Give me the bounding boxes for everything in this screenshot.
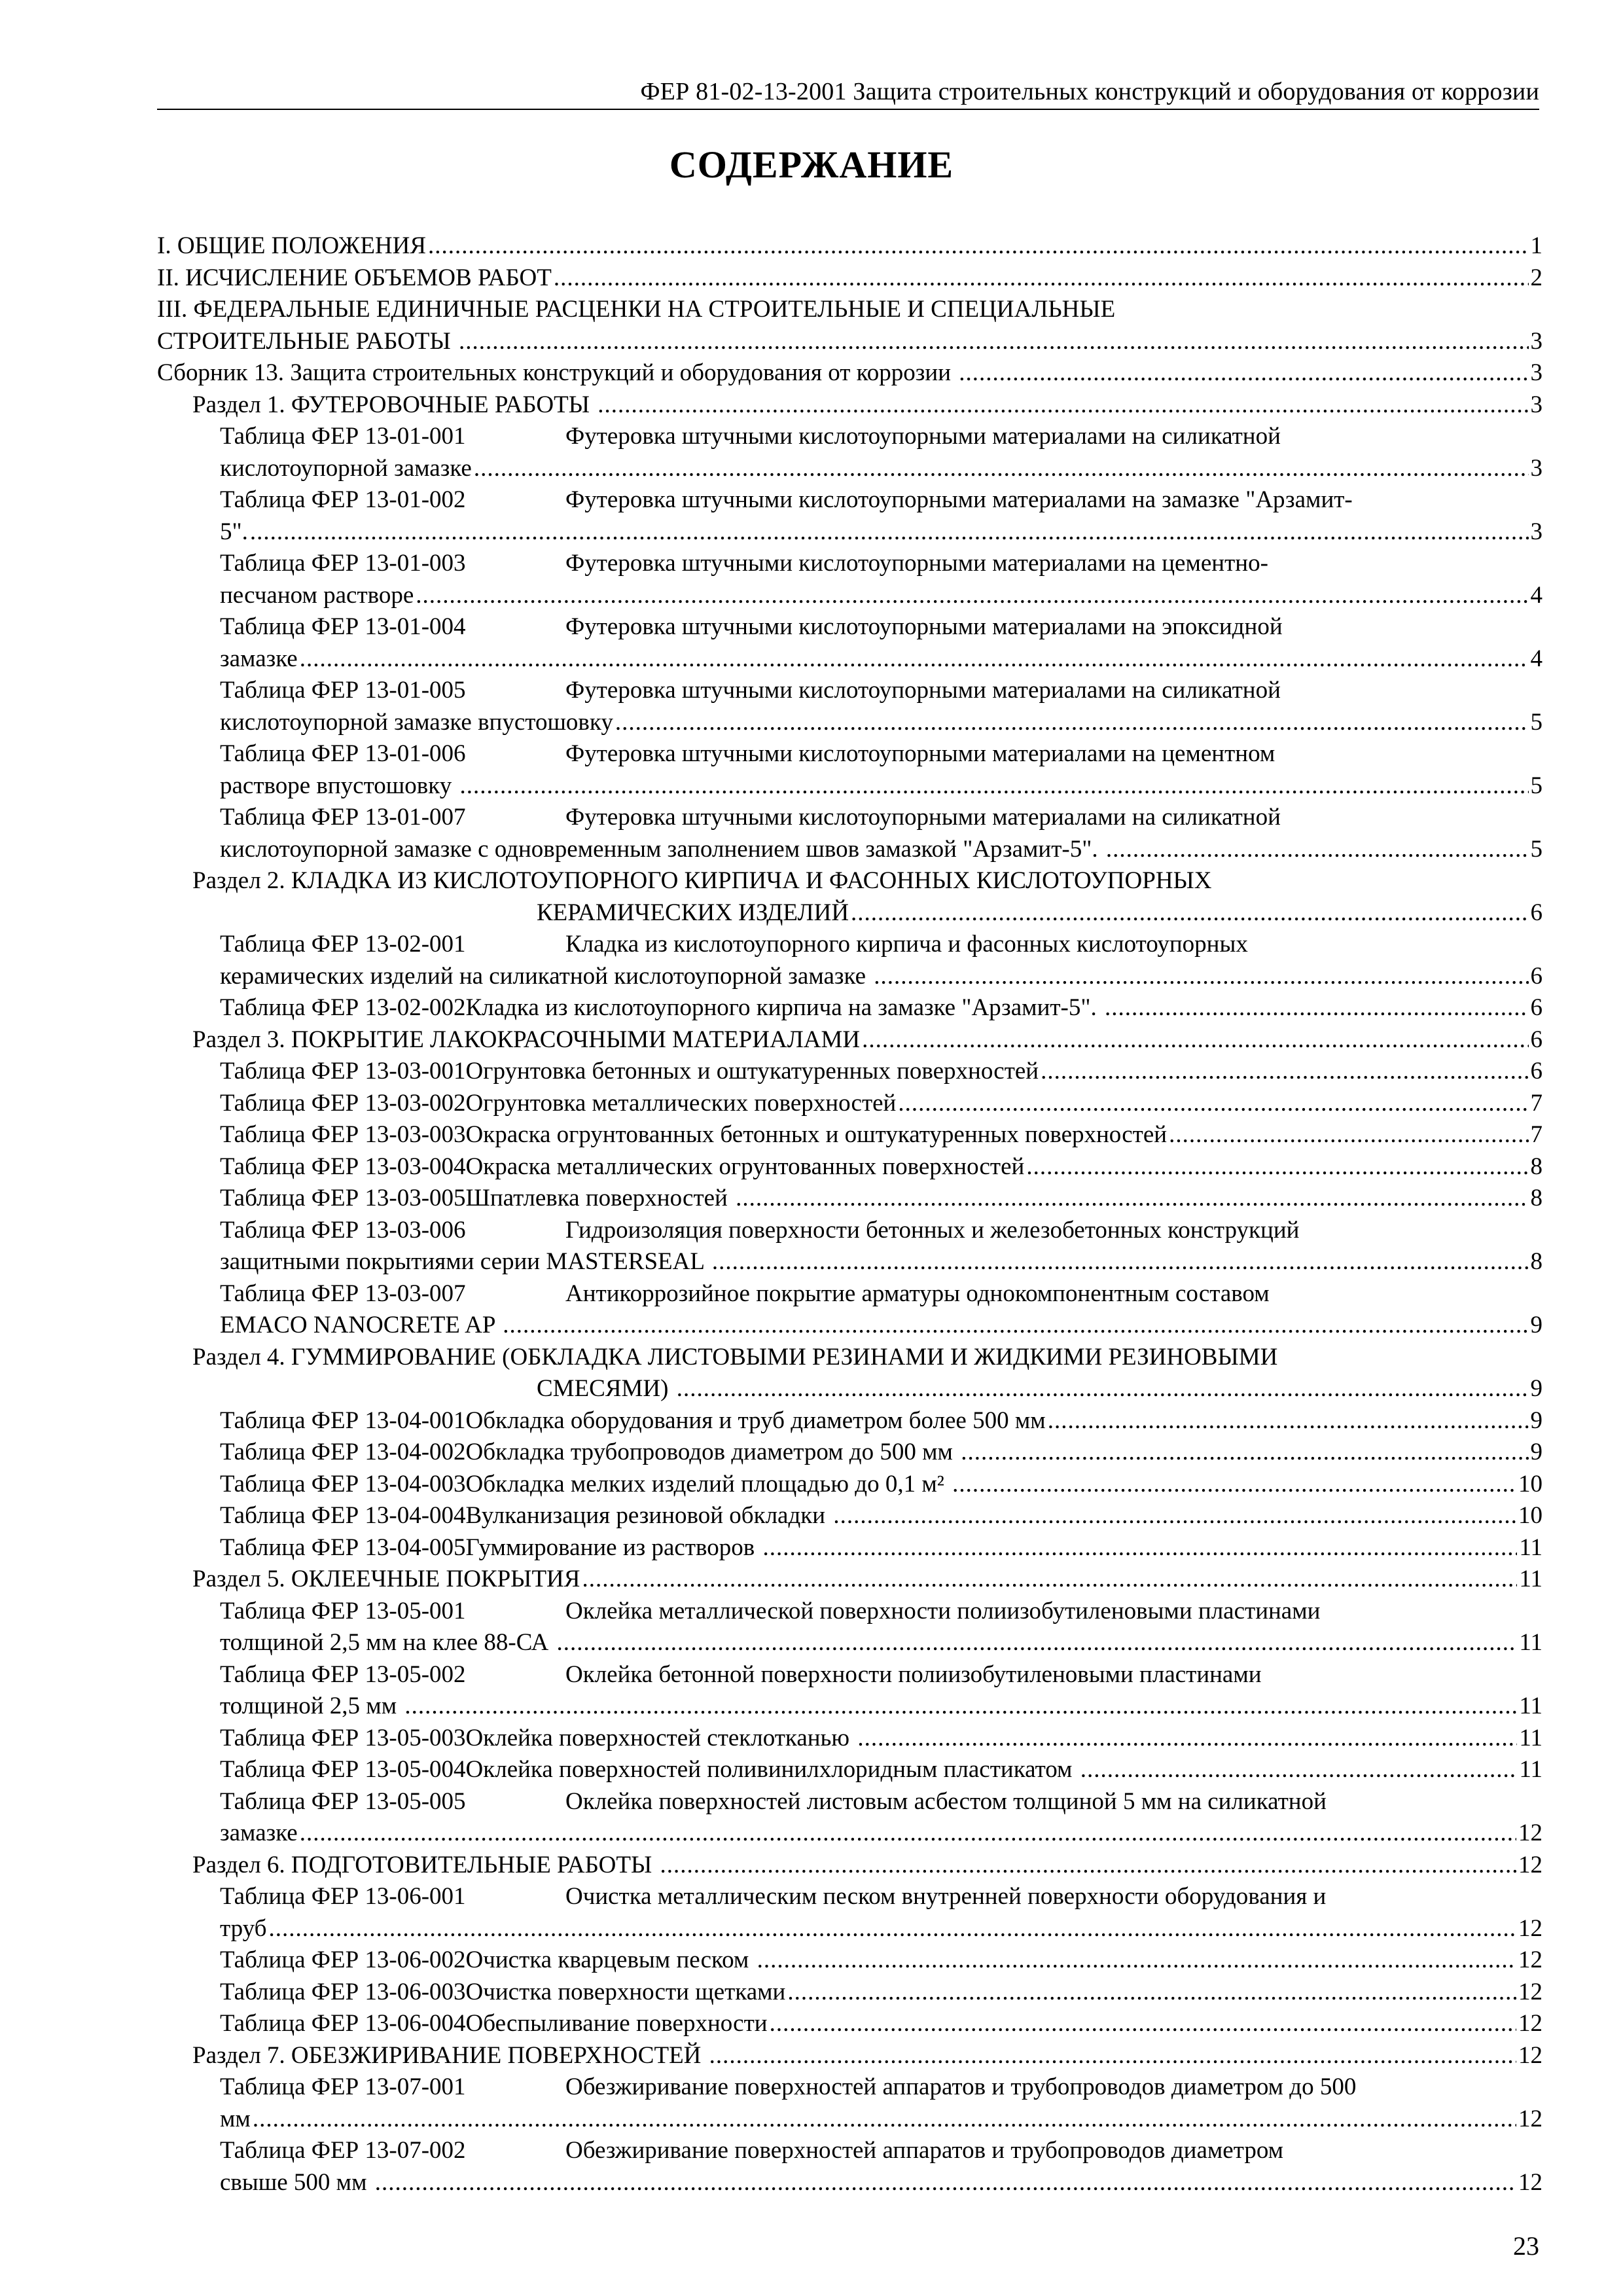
toc-entry-title: Футеровка штучными кислотоупорными материалами на цементно- bbox=[565, 550, 1268, 577]
toc-page-number: 5 bbox=[1530, 772, 1543, 799]
toc-page-number: 9 bbox=[1530, 1407, 1543, 1434]
toc-entry-title: Раздел 3. ПОКРЫТИЕ ЛАКОКРАСОЧНЫМИ МАТЕРИАЛАМИ bbox=[192, 1026, 861, 1053]
toc-entry[interactable] bbox=[157, 865, 1543, 929]
toc-entry-title: Обезжиривание поверхностей аппаратов и трубопроводов диаметром bbox=[565, 2137, 1284, 2164]
toc-entry-title: свыше 500 мм bbox=[220, 2168, 373, 2196]
toc-entry-title: СТРОИТЕЛЬНЫЕ РАБОТЫ bbox=[157, 327, 457, 355]
toc-dot-leader bbox=[898, 1088, 1528, 1120]
toc-entry-title: Раздел 1. ФУТЕРОВОЧНЫЕ РАБОТЫ bbox=[192, 391, 596, 418]
table-of-contents bbox=[157, 230, 1543, 2198]
toc-entry[interactable] bbox=[157, 929, 1543, 992]
toc-table-code: Таблица ФЕР 13-05-003 bbox=[220, 1724, 466, 1751]
toc-table-code: Таблица ФЕР 13-06-004 bbox=[220, 2010, 466, 2037]
toc-dot-leader bbox=[770, 2008, 1516, 2040]
toc-entry-title: Вулканизация резиновой обкладки bbox=[465, 1502, 832, 1529]
toc-page-number: 6 bbox=[1530, 899, 1543, 926]
toc-page-number: 6 bbox=[1530, 994, 1543, 1021]
toc-page-number: 12 bbox=[1518, 2041, 1543, 2069]
toc-entry[interactable] bbox=[157, 1342, 1543, 1405]
toc-dot-leader bbox=[1106, 834, 1529, 866]
running-header: ФЕР 81-02-13-2001 Защита строительных конструкций и оборудования от коррозии bbox=[640, 78, 1539, 105]
toc-entry-title: EMACO NANOCRETE AP bbox=[220, 1312, 501, 1338]
toc-entry[interactable] bbox=[157, 1532, 1543, 1564]
toc-dot-leader bbox=[597, 389, 1528, 422]
toc-table-code: Таблица ФЕР 13-01-002 bbox=[220, 486, 466, 513]
toc-page-number: 11 bbox=[1519, 1693, 1543, 1719]
toc-entry-title: Гуммирование из растворов bbox=[465, 1534, 761, 1561]
toc-table-code: Таблица ФЕР 13-04-004 bbox=[220, 1502, 466, 1529]
toc-dot-leader bbox=[757, 1945, 1516, 1977]
toc-entry[interactable] bbox=[157, 1119, 1543, 1151]
toc-table-code: Таблица ФЕР 13-06-001 bbox=[220, 1883, 466, 1910]
toc-dot-leader bbox=[268, 1913, 1516, 1945]
header-rule bbox=[157, 109, 1539, 110]
toc-entry[interactable] bbox=[157, 2135, 1543, 2198]
toc-page-number: 8 bbox=[1530, 1153, 1543, 1180]
toc-page-number: 12 bbox=[1518, 1978, 1543, 2005]
toc-entry[interactable] bbox=[157, 1151, 1543, 1183]
toc-entry[interactable] bbox=[157, 1850, 1543, 1882]
toc-table-code: Таблица ФЕР 13-06-002 bbox=[220, 1946, 466, 1973]
toc-table-code: Таблица ФЕР 13-01-004 bbox=[220, 613, 466, 640]
toc-entry-title: труб bbox=[220, 1914, 267, 1942]
toc-page-number: 2 bbox=[1530, 264, 1543, 291]
toc-entry-title: Раздел 4. ГУММИРОВАНИЕ (ОБКЛАДКА ЛИСТОВЫМИ РЕЗИНАМИ И ЖИДКИМИ РЕЗИНОВЫМИ bbox=[192, 1343, 1278, 1371]
toc-page-number: 12 bbox=[1518, 1914, 1543, 1942]
toc-table-code: Таблица ФЕР 13-01-005 bbox=[220, 677, 466, 704]
toc-page-number: 6 bbox=[1530, 1058, 1543, 1085]
toc-table-code: Таблица ФЕР 13-07-001 bbox=[220, 2073, 466, 2100]
toc-entry[interactable] bbox=[157, 1500, 1543, 1532]
toc-entry[interactable] bbox=[157, 1723, 1543, 1755]
toc-table-code: Таблица ФЕР 13-03-003 bbox=[220, 1121, 466, 1148]
toc-entry-title: Раздел 2. КЛАДКА ИЗ КИСЛОТОУПОРНОГО КИРПИЧА И ФАСОННЫХ КИСЛОТОУПОРНЫХ bbox=[192, 867, 1212, 894]
toc-table-code: Таблица ФЕР 13-03-007 bbox=[220, 1280, 466, 1307]
toc-page-number: 5 bbox=[1530, 835, 1543, 863]
toc-entry-title: кислотоупорной замазке с одновременным заполнением швов замазкой "Арзамит-5". bbox=[220, 835, 1104, 863]
toc-entry-title: Оклейка бетонной поверхности полиизобутиленовыми пластинами bbox=[565, 1660, 1262, 1688]
toc-entry-title: Футеровка штучными кислотоупорными материалами на эпоксидной bbox=[565, 613, 1283, 640]
toc-entry-title: КЕРАМИЧЕСКИХ ИЗДЕЛИЙ bbox=[537, 899, 849, 926]
toc-page-number: 9 bbox=[1530, 1312, 1543, 1338]
toc-entry-title: Оклейка поверхностей листовым асбестом толщиной 5 мм на силикатной bbox=[565, 1787, 1327, 1815]
toc-table-code: Таблица ФЕР 13-03-001 bbox=[220, 1058, 466, 1085]
toc-page-number: 11 bbox=[1519, 1629, 1543, 1656]
toc-entry-title: Футеровка штучными кислотоупорными материалами на силикатной bbox=[565, 804, 1281, 831]
toc-entry-title: мм bbox=[220, 2105, 251, 2132]
toc-table-code: Таблица ФЕР 13-02-002 bbox=[220, 994, 466, 1021]
toc-entry-title: Очистка кварцевым песком bbox=[465, 1946, 755, 1973]
toc-dot-leader bbox=[959, 357, 1528, 389]
toc-entry-title: III. ФЕДЕРАЛЬНЫЕ ЕДИНИЧНЫЕ РАСЦЕНКИ НА СТРОИТЕЛЬНЫЕ И СПЕЦИАЛЬНЫЕ bbox=[157, 296, 1116, 323]
toc-entry-title: Раздел 7. ОБЕЗЖИРИВАНИЕ ПОВЕРХНОСТЕЙ bbox=[192, 2041, 707, 2069]
toc-entry-title: Обкладка трубопроводов диаметром до 500 мм bbox=[465, 1439, 959, 1465]
toc-entry[interactable] bbox=[157, 738, 1543, 802]
toc-table-code: Таблица ФЕР 13-04-001 bbox=[220, 1407, 466, 1434]
toc-dot-leader bbox=[459, 326, 1528, 358]
toc-dot-leader bbox=[862, 1024, 1528, 1056]
toc-page-number: 4 bbox=[1530, 645, 1543, 672]
toc-dot-leader bbox=[874, 961, 1528, 993]
toc-dot-leader bbox=[375, 2167, 1516, 2199]
toc-page-number: 3 bbox=[1530, 518, 1543, 545]
toc-page-number: 11 bbox=[1519, 1724, 1543, 1751]
toc-entry-title: Огрунтовка бетонных и оштукатуренных поверхностей bbox=[465, 1058, 1039, 1085]
toc-dot-leader bbox=[787, 1977, 1516, 2009]
toc-dot-leader bbox=[250, 516, 1529, 548]
toc-table-code: Таблица ФЕР 13-05-004 bbox=[220, 1756, 466, 1783]
toc-entry[interactable] bbox=[157, 1786, 1543, 1850]
toc-entry[interactable] bbox=[157, 2008, 1543, 2040]
toc-page-number: 12 bbox=[1518, 1851, 1543, 1878]
toc-dot-leader bbox=[851, 897, 1528, 929]
toc-dot-leader bbox=[253, 2104, 1516, 2136]
toc-entry[interactable] bbox=[157, 1405, 1543, 1437]
toc-entry-title: Огрунтовка металлических поверхностей bbox=[465, 1089, 897, 1117]
toc-entry[interactable] bbox=[157, 389, 1543, 422]
toc-table-code: Таблица ФЕР 13-04-005 bbox=[220, 1534, 466, 1561]
toc-entry-title: Окраска металлических огрунтованных поверхностей bbox=[465, 1153, 1025, 1180]
toc-entry-title: Кладка из кислотоупорного кирпича на замазке "Арзамит-5". bbox=[465, 994, 1103, 1021]
toc-page-number: 11 bbox=[1519, 1534, 1543, 1561]
toc-entry-title: Раздел 5. ОКЛЕЕЧНЫЕ ПОКРЫТИЯ bbox=[192, 1566, 580, 1592]
toc-entry[interactable] bbox=[157, 2072, 1543, 2135]
toc-entry-title: керамических изделий на силикатной кислотоупорной замазке bbox=[220, 962, 872, 990]
toc-entry[interactable] bbox=[157, 294, 1543, 357]
page-number: 23 bbox=[1513, 2231, 1539, 2261]
toc-entry[interactable] bbox=[157, 1088, 1543, 1120]
toc-entry-title: Антикоррозийное покрытие арматуры однокомпонентным составом bbox=[565, 1280, 1270, 1307]
toc-dot-leader bbox=[1105, 992, 1529, 1024]
toc-table-code: Таблица ФЕР 13-07-002 bbox=[220, 2137, 466, 2164]
toc-entry[interactable] bbox=[157, 548, 1543, 611]
toc-dot-leader bbox=[404, 1691, 1517, 1723]
toc-page-number: 5 bbox=[1530, 708, 1543, 736]
toc-page-number: 4 bbox=[1530, 581, 1543, 609]
toc-dot-leader bbox=[952, 1469, 1516, 1501]
toc-entry-title: кислотоупорной замазке bbox=[220, 454, 472, 482]
toc-page-number: 9 bbox=[1530, 1375, 1543, 1402]
toc-page-number: 11 bbox=[1519, 1566, 1543, 1592]
toc-page-number: 9 bbox=[1530, 1439, 1543, 1465]
toc-dot-leader bbox=[557, 1627, 1518, 1659]
toc-entry[interactable] bbox=[157, 675, 1543, 738]
toc-dot-leader bbox=[709, 2040, 1516, 2072]
toc-entry[interactable] bbox=[157, 1437, 1543, 1469]
toc-table-code: Таблица ФЕР 13-03-005 bbox=[220, 1185, 466, 1211]
toc-entry-title: Футеровка штучными кислотоупорными материалами на замазке "Арзамит- bbox=[565, 486, 1353, 513]
toc-entry[interactable] bbox=[157, 1881, 1543, 1945]
toc-table-code: Таблица ФЕР 13-05-001 bbox=[220, 1597, 466, 1624]
toc-dot-leader bbox=[1080, 1754, 1518, 1786]
toc-page-number: 3 bbox=[1530, 391, 1543, 418]
toc-entry-title: Оклейка поверхностей стеклотканью bbox=[465, 1724, 856, 1751]
toc-dot-leader bbox=[833, 1500, 1516, 1532]
toc-entry[interactable] bbox=[157, 230, 1543, 262]
toc-entry[interactable] bbox=[157, 484, 1543, 548]
toc-table-code: Таблица ФЕР 13-06-003 bbox=[220, 1978, 466, 2005]
toc-entry-title: СМЕСЯМИ) bbox=[537, 1375, 675, 1402]
toc-page-number: 3 bbox=[1530, 454, 1543, 482]
toc-entry-title: Окраска огрунтованных бетонных и оштукатуренных поверхностей bbox=[465, 1121, 1168, 1148]
toc-entry-title: Футеровка штучными кислотоупорными материалами на силикатной bbox=[565, 677, 1281, 704]
toc-entry[interactable] bbox=[157, 262, 1543, 295]
toc-entry-title: кислотоупорной замазке впустошовку bbox=[220, 708, 613, 736]
toc-table-code: Таблица ФЕР 13-04-003 bbox=[220, 1470, 466, 1498]
toc-entry-title: Кладка из кислотоупорного кирпича и фасонных кислотоупорных bbox=[565, 931, 1248, 958]
toc-entry-title: Обеспыливание поверхности bbox=[465, 2010, 768, 2037]
toc-entry-title: Шпатлевка поверхностей bbox=[465, 1185, 734, 1211]
toc-table-code: Таблица ФЕР 13-01-001 bbox=[220, 423, 466, 450]
toc-dot-leader bbox=[474, 453, 1529, 485]
toc-entry[interactable] bbox=[157, 1024, 1543, 1056]
toc-page-number: 12 bbox=[1518, 1946, 1543, 1973]
toc-dot-leader bbox=[762, 1532, 1517, 1564]
toc-entry-title: I. ОБЩИЕ ПОЛОЖЕНИЯ bbox=[157, 232, 427, 259]
toc-entry[interactable] bbox=[157, 611, 1543, 675]
toc-entry-title: Обкладка мелких изделий площадью до 0,1 м² bbox=[465, 1470, 951, 1498]
toc-dot-leader bbox=[677, 1373, 1529, 1405]
toc-dot-leader bbox=[428, 230, 1528, 262]
toc-dot-leader bbox=[660, 1850, 1516, 1882]
toc-entry[interactable] bbox=[157, 1977, 1543, 2009]
toc-table-code: Таблица ФЕР 13-03-006 bbox=[220, 1216, 466, 1244]
toc-dot-leader bbox=[615, 707, 1529, 739]
toc-entry[interactable] bbox=[157, 2040, 1543, 2072]
toc-page-number: 8 bbox=[1530, 1248, 1543, 1275]
toc-entry-title: Очистка металлическим песком внутренней поверхности оборудования и bbox=[565, 1883, 1327, 1910]
toc-entry[interactable] bbox=[157, 1469, 1543, 1501]
toc-page-number: 11 bbox=[1519, 1756, 1543, 1783]
toc-entry-title: II. ИСЧИСЛЕНИЕ ОБЪЕМОВ РАБОТ bbox=[157, 264, 552, 291]
toc-dot-leader bbox=[712, 1246, 1529, 1278]
toc-dot-leader bbox=[582, 1564, 1517, 1596]
toc-entry-title: растворе впустошовку bbox=[220, 772, 458, 799]
toc-entry[interactable] bbox=[157, 1564, 1543, 1596]
toc-entry[interactable] bbox=[157, 802, 1543, 865]
toc-entry-title: Очистка поверхности щетками bbox=[465, 1978, 786, 2005]
toc-page-number: 8 bbox=[1530, 1185, 1543, 1211]
toc-page-number: 10 bbox=[1518, 1470, 1543, 1498]
toc-page-number: 6 bbox=[1530, 1026, 1543, 1053]
toc-table-code: Таблица ФЕР 13-01-007 bbox=[220, 804, 466, 831]
toc-entry-title: толщиной 2,5 мм на клее 88-СА bbox=[220, 1629, 555, 1656]
toc-entry-title: 5". bbox=[220, 518, 248, 545]
toc-dot-leader bbox=[554, 262, 1529, 295]
toc-entry-title: защитными покрытиями серии MASTERSEAL bbox=[220, 1248, 710, 1275]
toc-entry[interactable] bbox=[157, 1056, 1543, 1088]
toc-entry[interactable] bbox=[157, 1278, 1543, 1342]
toc-entry-title: Обкладка оборудования и труб диаметром более 500 мм bbox=[465, 1407, 1046, 1434]
toc-page-number: 7 bbox=[1530, 1121, 1543, 1148]
toc-table-code: Таблица ФЕР 13-01-006 bbox=[220, 740, 466, 767]
toc-entry[interactable] bbox=[157, 1596, 1543, 1659]
toc-dot-leader bbox=[1041, 1056, 1528, 1088]
toc-dot-leader bbox=[1169, 1119, 1528, 1151]
toc-table-code: Таблица ФЕР 13-01-003 bbox=[220, 550, 466, 577]
toc-entry[interactable] bbox=[157, 1215, 1543, 1278]
toc-entry-title: толщиной 2,5 мм bbox=[220, 1693, 403, 1719]
toc-entry-title: замазке bbox=[220, 1820, 298, 1846]
toc-dot-leader bbox=[459, 770, 1528, 802]
toc-dot-leader bbox=[1048, 1405, 1529, 1437]
toc-entry-title: Сборник 13. Защита строительных конструкций и оборудования от коррозии bbox=[157, 359, 957, 386]
toc-page-number: 12 bbox=[1518, 2105, 1543, 2132]
toc-dot-leader bbox=[1026, 1151, 1528, 1183]
toc-entry[interactable] bbox=[157, 1754, 1543, 1786]
toc-dot-leader bbox=[503, 1310, 1528, 1342]
toc-page-number: 10 bbox=[1518, 1502, 1543, 1529]
toc-entry-title: Футеровка штучными кислотоупорными материалами на силикатной bbox=[565, 423, 1281, 450]
toc-page-number: 12 bbox=[1518, 1820, 1543, 1846]
page-title: СОДЕРЖАНИЕ bbox=[669, 143, 954, 186]
toc-table-code: Таблица ФЕР 13-05-005 bbox=[220, 1787, 466, 1815]
toc-entry-title: Обезжиривание поверхностей аппаратов и трубопроводов диаметром до 500 bbox=[565, 2073, 1357, 2100]
toc-dot-leader bbox=[416, 580, 1528, 612]
toc-dot-leader bbox=[961, 1437, 1528, 1469]
toc-entry-title: Раздел 6. ПОДГОТОВИТЕЛЬНЫЕ РАБОТЫ bbox=[192, 1851, 658, 1878]
toc-table-code: Таблица ФЕР 13-03-004 bbox=[220, 1153, 466, 1180]
toc-page-number: 1 bbox=[1530, 232, 1543, 259]
toc-entry[interactable] bbox=[157, 1659, 1543, 1723]
toc-page-number: 12 bbox=[1518, 2168, 1543, 2196]
toc-entry-title: замазке bbox=[220, 645, 298, 672]
toc-page-number: 6 bbox=[1530, 962, 1543, 990]
toc-entry-title: Гидроизоляция поверхности бетонных и железобетонных конструкций bbox=[565, 1216, 1300, 1244]
toc-page-number: 7 bbox=[1530, 1089, 1543, 1117]
toc-dot-leader bbox=[736, 1183, 1528, 1215]
toc-dot-leader bbox=[300, 643, 1529, 675]
toc-page-number: 3 bbox=[1530, 359, 1543, 386]
toc-table-code: Таблица ФЕР 13-05-002 bbox=[220, 1660, 466, 1688]
toc-entry[interactable] bbox=[157, 357, 1543, 389]
toc-table-code: Таблица ФЕР 13-04-002 bbox=[220, 1439, 466, 1465]
toc-entry-title: песчаном растворе bbox=[220, 581, 414, 609]
toc-page-number: 3 bbox=[1530, 327, 1543, 355]
toc-entry-title: Футеровка штучными кислотоупорными материалами на цементном bbox=[565, 740, 1275, 767]
toc-entry[interactable] bbox=[157, 992, 1543, 1024]
toc-entry-title: Оклейка металлической поверхности полиизобутиленовыми пластинами bbox=[565, 1597, 1321, 1624]
toc-dot-leader bbox=[300, 1818, 1516, 1850]
toc-page-number: 12 bbox=[1518, 2010, 1543, 2037]
toc-entry-title: Оклейка поверхностей поливинилхлоридным пластикатом bbox=[465, 1756, 1079, 1783]
toc-table-code: Таблица ФЕР 13-03-002 bbox=[220, 1089, 466, 1117]
toc-entry[interactable] bbox=[157, 1183, 1543, 1215]
toc-dot-leader bbox=[857, 1723, 1517, 1755]
toc-entry[interactable] bbox=[157, 1945, 1543, 1977]
toc-entry[interactable] bbox=[157, 421, 1543, 484]
toc-table-code: Таблица ФЕР 13-02-001 bbox=[220, 931, 466, 958]
